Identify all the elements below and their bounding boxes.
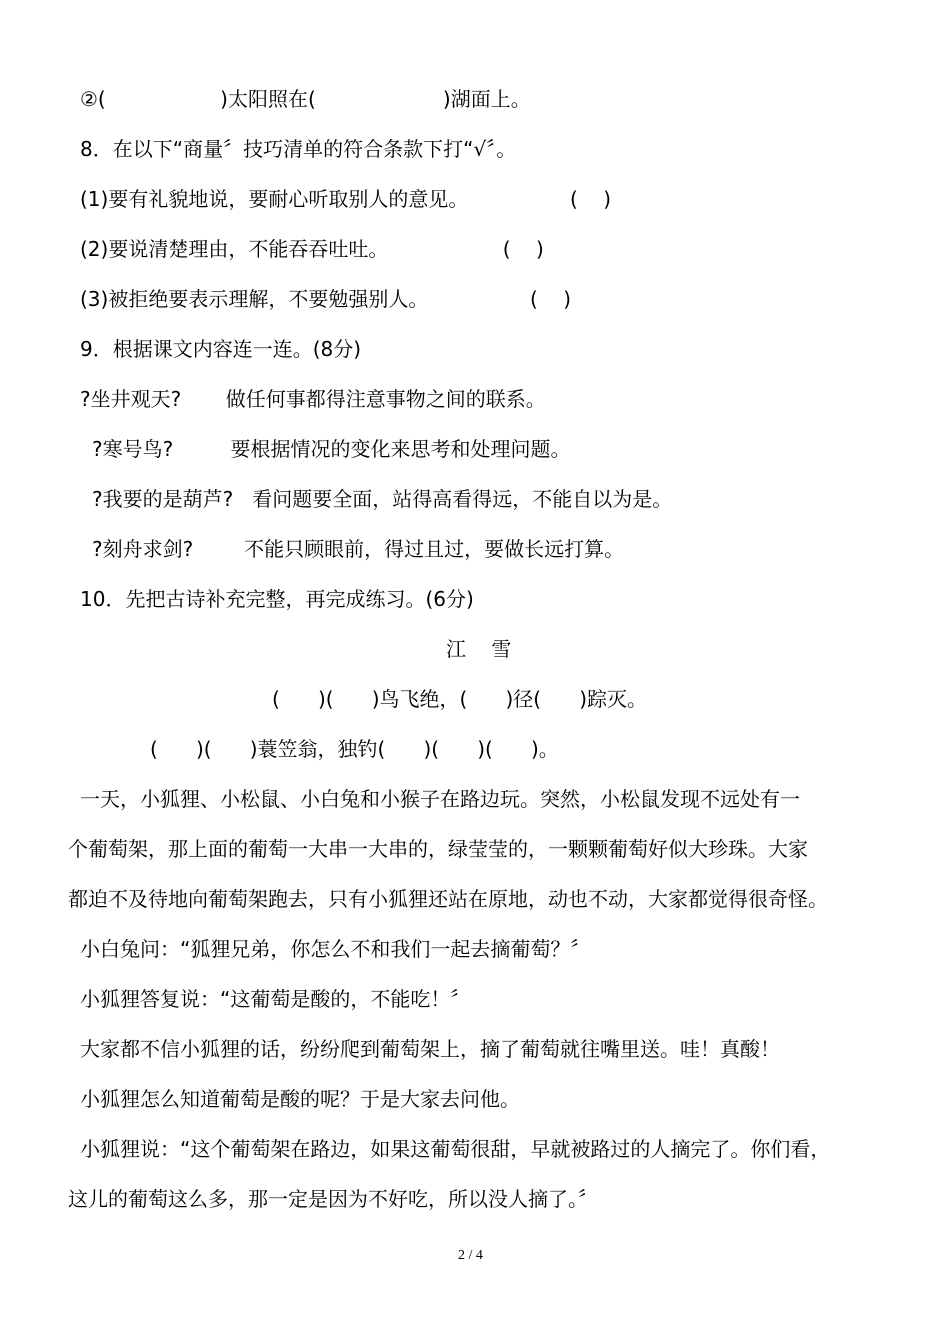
text-line-5: (3)被拒绝要表示理解，不要勉强别人。 ( )	[80, 287, 572, 311]
text-line-9: ?我要的是葫芦? 看问题要全面，站得高看得远，不能自以为是。	[92, 487, 673, 511]
story-line-2: 个葡萄架，那上面的葡萄一大串一大串的，绿莹莹的，一颗颗葡萄好似大珍珠。大家	[68, 837, 808, 861]
text-line-6: 9．根据课文内容连一连。(8分)	[80, 337, 362, 361]
poem-line-1: ( )( )鸟飞绝，( )径( )踪灭。	[272, 687, 647, 711]
story-line-5: 小狐狸答复说：“这葡萄是酸的，不能吃！〞	[80, 987, 471, 1011]
text-line-4: (2)要说清楚理由，不能吞吞吐吐。 ( )	[80, 237, 544, 261]
story-line-6: 大家都不信小狐狸的话，纷纷爬到葡萄架上，摘了葡萄就往嘴里送。哇！真酸！	[80, 1037, 780, 1061]
story-line-3: 都迫不及待地向葡萄架跑去，只有小狐狸还站在原地，动也不动，大家都觉得很奇怪。	[68, 887, 828, 911]
text-line-10: ?刻舟求剑? 不能只顾眼前，得过且过，要做长远打算。	[92, 537, 625, 561]
text-line-11: 10．先把古诗补充完整，再完成练习。(6分)	[80, 587, 474, 611]
text-line-8: ?寒号鸟? 要根据情况的变化来思考和处理问题。	[92, 437, 571, 461]
story-line-8: 小狐狸说：“这个葡萄架在路边，如果这葡萄很甜，早就被路过的人摘完了。你们看，	[80, 1137, 831, 1161]
poem-line-2: ( )( )蓑笠翁，独钓( )( )( )。	[150, 737, 559, 761]
story-line-7: 小狐狸怎么知道葡萄是酸的呢？于是大家去问他。	[80, 1087, 520, 1111]
text-line-2: 8．在以下“商量〞技巧清单的符合条款下打“√〞。	[80, 137, 517, 161]
poem-title: 江 雪	[446, 637, 512, 661]
page-number: 2 / 4	[458, 1248, 483, 1263]
text-line-7: ?坐井观天? 做任何事都得注意事物之间的联系。	[80, 387, 546, 411]
story-line-4: 小白兔问：“狐狸兄弟，你怎么不和我们一起去摘葡萄？〞	[80, 937, 591, 961]
story-line-9: 这儿的葡萄这么多，那一定是因为不好吃，所以没人摘了。〞	[68, 1187, 598, 1211]
text-line-3: (1)要有礼貌地说，要耐心听取别人的意见。 ( )	[80, 187, 612, 211]
text-line-1: ②( )太阳照在( )湖面上。	[80, 87, 531, 111]
story-line-1: 一天，小狐狸、小松鼠、小白兔和小猴子在路边玩。突然，小松鼠发现不远处有一	[80, 787, 800, 811]
